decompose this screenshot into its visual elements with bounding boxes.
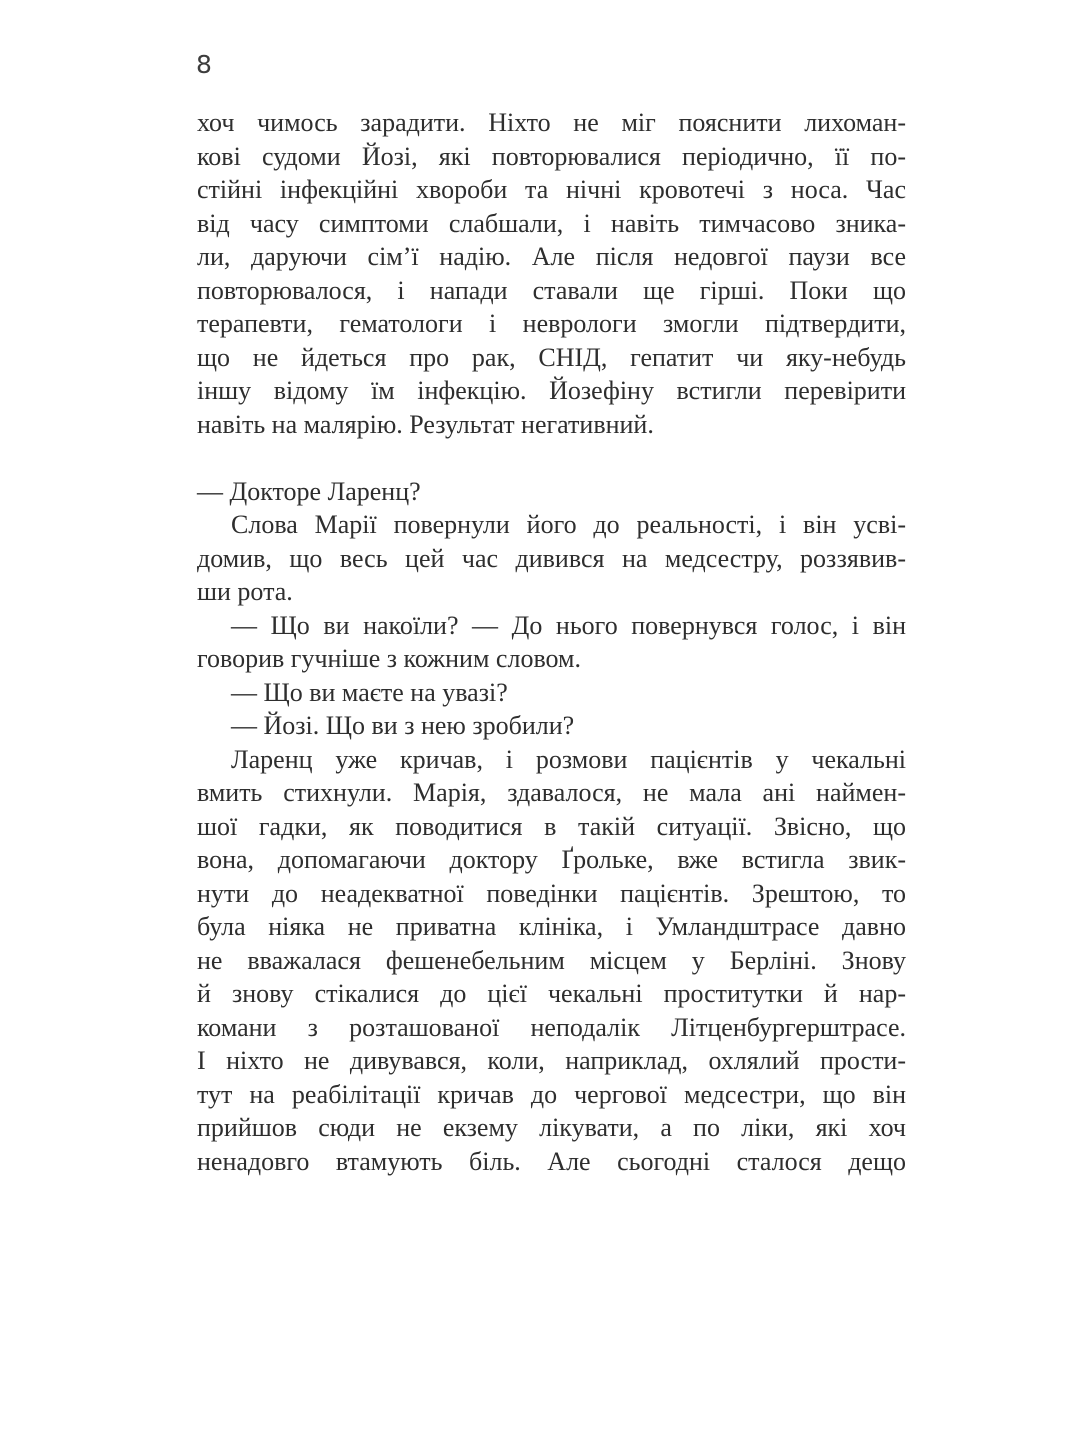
text-line: тут на реабілітації кричав до чергової медсестри, що він: [197, 1079, 906, 1109]
text-line: нути до неадекватної поведінки пацієнтів. Зрештою, то: [197, 878, 906, 908]
text-line: що не йдеться про рак, СНІД, гепатит чи яку-небудь: [197, 342, 906, 372]
text-line: вона, допомагаючи доктору Ґрольке, вже встигла звик-: [197, 845, 906, 874]
text-line: — Що ви накоїли? — До нього повернувся голос, і він: [231, 610, 906, 640]
paragraph: [197, 676, 906, 710]
paragraph: [197, 609, 906, 676]
paragraph: [197, 743, 906, 1179]
text-line: — Докторе Ларенц?: [197, 476, 421, 506]
paragraph: [197, 106, 906, 441]
text-line: іншу відому їм інфекцію. Йозефіну встигли перевірити: [197, 376, 906, 405]
paragraph: [197, 709, 906, 743]
text-line: Ларенц уже кричав, і розмови пацієнтів у чекальні: [231, 744, 906, 774]
text-line: — Йозі. Що ви з нею зробили?: [231, 711, 575, 740]
text-line: вмить стихнули. Марія, здавалося, не мала ані наймен-: [197, 778, 906, 807]
text-line: кові судоми Йозі, які повторювалися періодично, її по-: [197, 141, 906, 171]
text-line: була ніяка не приватна клініка, і Умландштрасе давно: [197, 912, 906, 941]
text-line: ненадовго втамують біль. Але сьогодні сталося дещо: [197, 1146, 906, 1176]
paragraph: [197, 475, 906, 509]
text-line: — Що ви маєте на увазі?: [231, 677, 508, 707]
text-line: шої гадки, як поводитися в такій ситуації. Звісно, що: [197, 811, 906, 841]
text-line: прийшов сюди не екзему лікувати, а по ліки, які хоч: [197, 1113, 906, 1142]
text-line: домив, що весь цей час дивився на медсестру, роззявив-: [197, 543, 906, 573]
text-line: говорив гучніше з кожним словом.: [197, 644, 581, 673]
text-line: навіть на малярію. Результат негативний.: [197, 409, 654, 439]
text-line: ли, даруючи сім’ї надію. Але після недовгої паузи все: [197, 242, 906, 271]
text-line: І ніхто не дивувався, коли, наприклад, охлялий прости-: [197, 1046, 906, 1075]
paragraph: [197, 508, 906, 609]
text-line: повторювалося, і напади ставали ще гірші. Поки що: [197, 275, 906, 305]
text-block: [197, 106, 906, 1178]
page-number: 8: [196, 50, 212, 79]
text-line: комани з розташованої неподалік Літценбургерштрасе.: [197, 1012, 906, 1042]
text-line: хоч чимось зарадити. Ніхто не міг пояснити лихоман-: [197, 108, 906, 137]
text-line: не вважалася фешенебельним місцем у Берліні. Знову: [197, 945, 906, 975]
text-line: від часу симптоми слабшали, і навіть тимчасово зника-: [197, 208, 906, 238]
text-line: Слова Марії повернули його до реальності, і він усві-: [231, 510, 906, 539]
text-line: стійні інфекційні хвороби та нічні кровотечі з носа. Час: [197, 175, 906, 204]
text-line: й знову стікалися до цієї чекальні проститутки й нар-: [197, 979, 906, 1008]
text-line: ши рота.: [197, 577, 293, 606]
text-line: терапевти, гематологи і неврологи змогли підтвердити,: [197, 309, 906, 338]
